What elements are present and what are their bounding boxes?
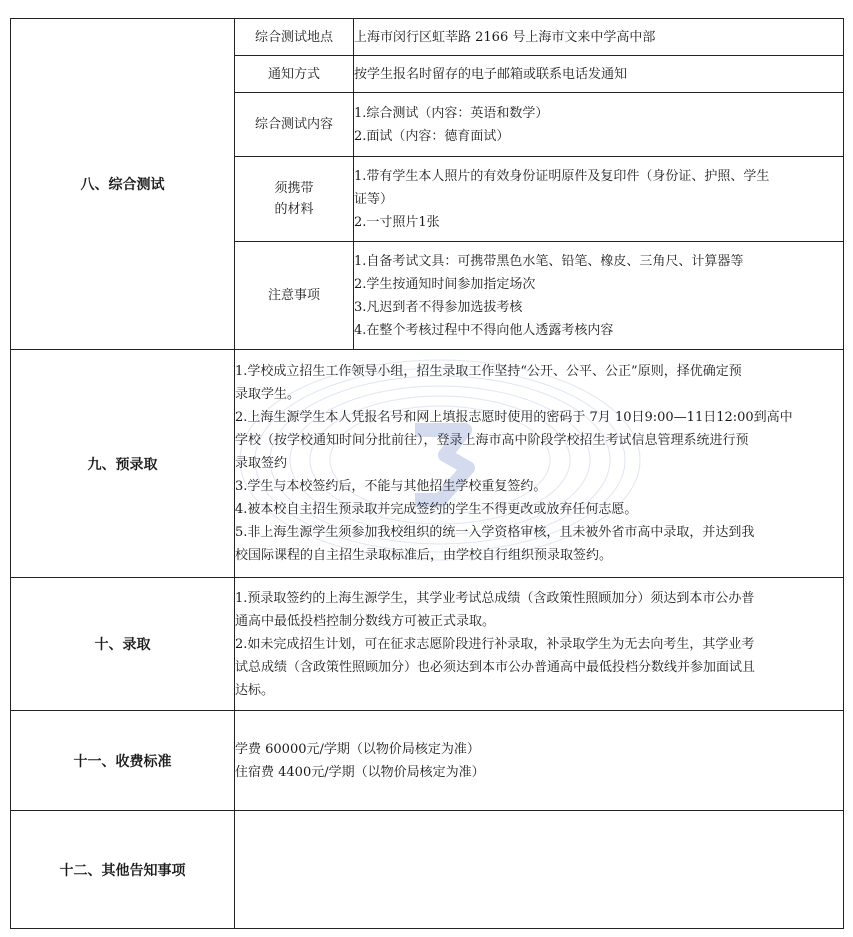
section-title-12: 十二、其他告知事项 (11, 811, 235, 929)
table-row (11, 350, 844, 578)
section-title-9: 九、预录取 (11, 350, 235, 578)
table-row (11, 19, 844, 56)
section-body-10: 1.预录取签约的上海生源学生，其学业考试总成绩（含政策性照顾加分）须达到本市公办普 通高中最低投档控制分数线方可被正式录取。 2.如未完成招生计划，可在征求志愿阶段进行补录取，补录取学生为无去向考生，其学业考 试总成绩（含政策性照顾加分）也必须达到本市公办普通高中最低投档分数线并参加面试且 达标。 (235, 578, 844, 711)
section-body-11: 学费 60000元/学期（以物价局核定为准） 住宿费 4400元/学期（以物价局核定为准） (235, 711, 844, 811)
table-row (11, 811, 844, 929)
section-body-12 (235, 811, 844, 929)
section-title-11: 十一、收费标准 (11, 711, 235, 811)
value-notify-method: 按学生报名时留存的电子邮箱或联系电话发通知 (354, 56, 844, 93)
section-title-8: 八、综合测试 (11, 19, 235, 350)
section-body-9: 1.学校成立招生工作领导小组，招生录取工作坚持“公开、公平、公正”原则，择优确定预 录取学生。 2.上海生源学生本人凭报名号和网上填报志愿时使用的密码于 7月 10日9:00—11日12:00到高中 学校（按学校通知时间分批前往），登录上海市高中阶段学校招生考试信息管理系统进行预 录取签约 3.学生与本校签约后，不能与其他招生学校重复签约。 4.被本校自主招生预录取并完成签约的学生不得更改或放弃任何志愿。 5.非上海生源学生须参加我校组织的统一入学资格审核，且未被外省市高中录取，并达到我 校国际课程的自主招生录取标准后，由学校自行组织预录取签约。 (235, 350, 844, 578)
table-row (11, 711, 844, 811)
sublabel-notify-method: 通知方式 (235, 56, 354, 93)
value-test-content: 1.综合测试（内容：英语和数学） 2.面试（内容：德育面试） (354, 93, 844, 157)
table-row (11, 578, 844, 711)
section-title-10: 十、录取 (11, 578, 235, 711)
sublabel-test-location: 综合测试地点 (235, 19, 354, 56)
value-test-location: 上海市闵行区虹莘路 2166 号上海市文来中学高中部 (354, 19, 844, 56)
sublabel-test-content: 综合测试内容 (235, 93, 354, 157)
value-materials: 1.带有学生本人照片的有效身份证明原件及复印件（身份证、护照、学生 证等） 2.一寸照片1张 (354, 157, 844, 242)
sublabel-materials: 须携带 的材料 (235, 157, 354, 242)
value-notes: 1.自备考试文具：可携带黑色水笔、铅笔、橡皮、三角尺、计算器等 2.学生按通知时间参加指定场次 3.凡迟到者不得参加选拔考核 4.在整个考核过程中不得向他人透露考核内容 (354, 242, 844, 350)
admission-info-table (10, 18, 844, 929)
sublabel-notes: 注意事项 (235, 242, 354, 350)
